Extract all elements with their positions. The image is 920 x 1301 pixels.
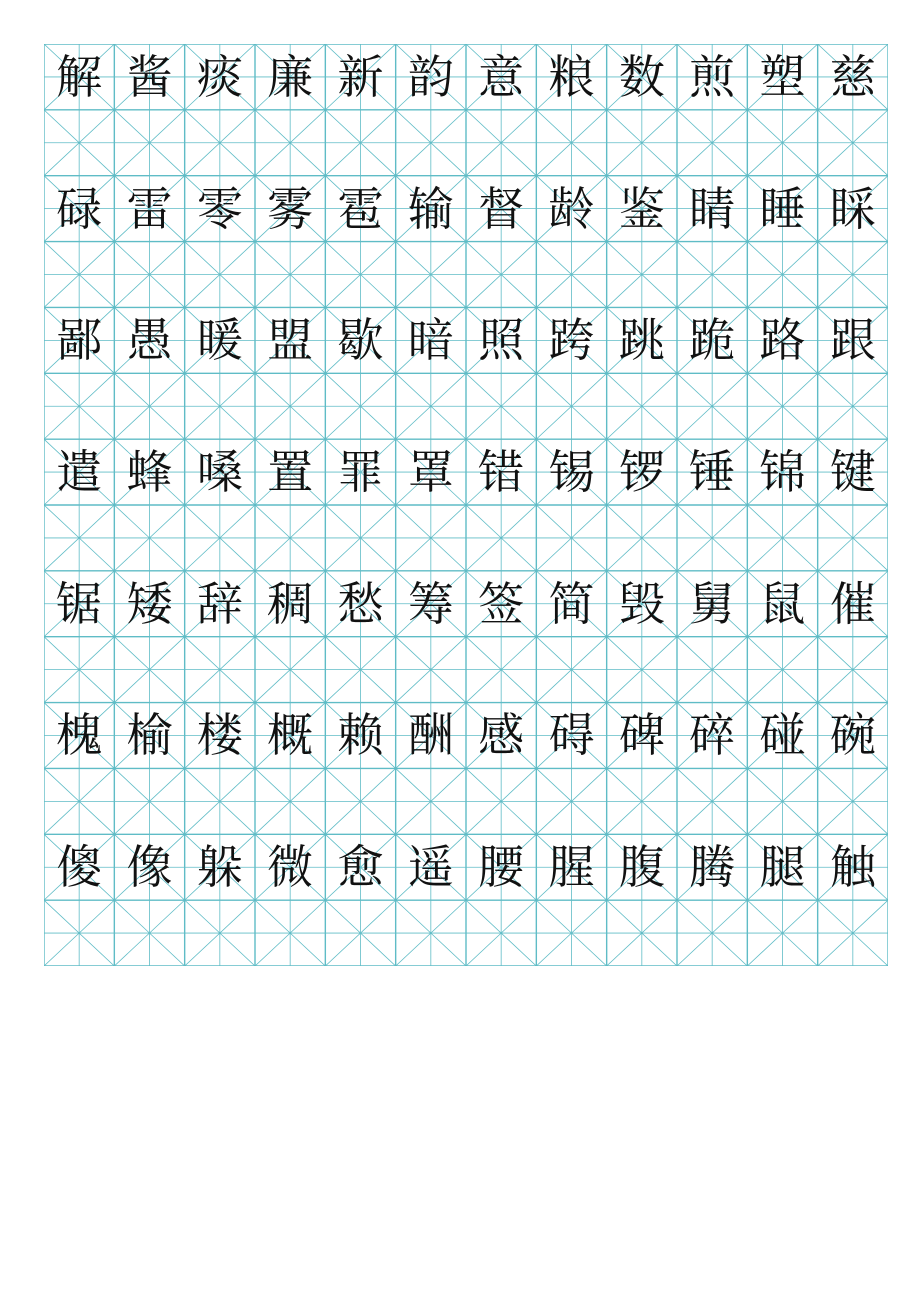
practice-character: 输 (407, 181, 454, 236)
practice-character: 路 (759, 313, 806, 368)
practice-character: 罩 (407, 445, 454, 500)
practice-character: 像 (126, 840, 173, 895)
practice-character: 暖 (196, 313, 243, 368)
practice-character: 锦 (759, 445, 806, 500)
practice-character: 罪 (337, 445, 384, 500)
practice-character: 睛 (689, 181, 736, 236)
practice-character: 廉 (267, 49, 314, 104)
practice-character: 锯 (56, 576, 103, 631)
practice-character: 腰 (478, 840, 525, 895)
practice-character: 跟 (829, 313, 876, 368)
practice-character: 锣 (618, 445, 665, 500)
practice-character: 歇 (337, 313, 384, 368)
practice-character: 躲 (196, 840, 243, 895)
practice-character: 跪 (689, 313, 736, 368)
practice-character: 愚 (126, 313, 173, 368)
practice-character: 简 (548, 576, 595, 631)
practice-character: 新 (337, 49, 384, 104)
practice-character: 错 (478, 445, 525, 500)
practice-character: 傻 (56, 840, 103, 895)
practice-character: 照 (478, 313, 525, 368)
practice-character: 催 (829, 576, 876, 631)
practice-character: 督 (478, 181, 525, 236)
practice-character: 解 (56, 49, 103, 104)
practice-character: 稠 (267, 576, 314, 631)
practice-character: 愈 (337, 840, 384, 895)
practice-character: 蜂 (126, 445, 173, 500)
practice-character: 盟 (267, 313, 314, 368)
practice-character: 鼠 (759, 576, 806, 631)
practice-character: 睬 (829, 181, 876, 236)
practice-character: 雹 (337, 181, 384, 236)
practice-character: 筹 (407, 576, 454, 631)
practice-character: 签 (478, 576, 525, 631)
practice-character: 跳 (618, 313, 665, 368)
practice-character: 锤 (689, 445, 736, 500)
practice-character: 酱 (126, 49, 173, 104)
practice-character: 楼 (196, 708, 243, 763)
practice-character: 雷 (126, 181, 173, 236)
practice-character: 毁 (618, 576, 665, 631)
practice-character: 碍 (548, 708, 595, 763)
practice-character: 腥 (548, 840, 595, 895)
practice-character: 碗 (829, 708, 876, 763)
practice-sheet (44, 44, 888, 966)
practice-character: 槐 (56, 708, 103, 763)
practice-character: 键 (829, 445, 876, 500)
practice-character: 碰 (759, 708, 806, 763)
practice-character: 煎 (689, 49, 736, 104)
practice-character: 鉴 (618, 181, 665, 236)
practice-character: 雾 (267, 181, 314, 236)
practice-character: 碎 (689, 708, 736, 763)
practice-character: 矮 (126, 576, 173, 631)
practice-character: 概 (267, 708, 314, 763)
practice-character: 鄙 (56, 313, 103, 368)
practice-character: 嗓 (196, 445, 243, 500)
practice-character: 锡 (548, 445, 595, 500)
practice-character: 粮 (548, 49, 595, 104)
practice-character: 榆 (126, 708, 173, 763)
practice-character: 腾 (689, 840, 736, 895)
practice-character: 韵 (407, 49, 454, 104)
practice-character: 痰 (196, 49, 243, 104)
practice-character: 慈 (829, 49, 876, 104)
practice-character: 碑 (618, 708, 665, 763)
practice-character: 龄 (548, 181, 595, 236)
practice-character: 赖 (337, 708, 384, 763)
practice-character: 碌 (56, 181, 103, 236)
practice-character: 塑 (759, 49, 806, 104)
practice-character: 感 (478, 708, 525, 763)
practice-character: 遣 (56, 445, 103, 500)
practice-character: 意 (478, 49, 525, 104)
practice-character: 愁 (337, 576, 384, 631)
practice-character: 遥 (407, 840, 454, 895)
practice-character: 辞 (196, 576, 243, 631)
practice-character: 腿 (759, 840, 806, 895)
practice-character: 腹 (618, 840, 665, 895)
practice-character: 置 (267, 445, 314, 500)
practice-character: 跨 (548, 313, 595, 368)
practice-character: 舅 (689, 576, 736, 631)
practice-character: 零 (196, 181, 243, 236)
practice-character: 微 (267, 840, 314, 895)
practice-character: 暗 (407, 313, 454, 368)
practice-character: 数 (618, 49, 665, 104)
practice-character: 酬 (407, 708, 454, 763)
practice-character: 睡 (759, 181, 806, 236)
practice-character: 触 (829, 840, 876, 895)
